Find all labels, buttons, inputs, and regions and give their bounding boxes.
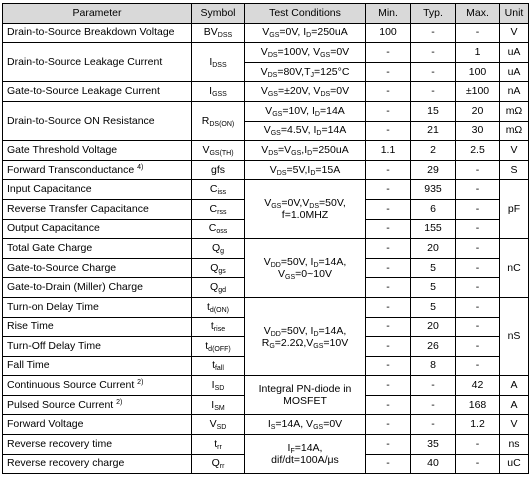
unit-cell: mΩ [500, 121, 529, 141]
param-label: Fall Time [7, 359, 50, 372]
unit-cell: V [500, 415, 529, 435]
symbol-cell [192, 180, 245, 200]
condition-line: f=1.0MHZ [281, 209, 329, 222]
typ-cell: 20 [411, 239, 456, 259]
max-cell: - [456, 454, 500, 474]
max-cell: - [456, 356, 500, 376]
symbol-sub: oss [216, 228, 228, 236]
symbol-main: I [211, 379, 215, 392]
symbol-cell [192, 239, 245, 259]
symbol-main: C [209, 202, 218, 215]
min-cell: - [366, 101, 411, 121]
unit-cell: mΩ [500, 101, 529, 121]
max-cell: - [456, 219, 500, 239]
table-row [3, 180, 529, 200]
max-cell: 2.5 [456, 141, 500, 161]
typ-cell: - [411, 82, 456, 102]
symbol-sub: DS(ON) [209, 120, 235, 128]
symbol-cell [192, 395, 245, 415]
unit-cell: nS [500, 297, 529, 375]
unit-cell: V [500, 23, 529, 43]
param-label: Output Capacitance [7, 222, 100, 235]
min-cell: - [366, 239, 411, 259]
param-label: Turn-Off Delay Time [7, 339, 101, 352]
condition-cell: $V_{DS}=100V$, $V_{GS}=0V$ [245, 43, 366, 63]
symbol-sub: rr [217, 443, 222, 451]
condition-line: $I_F=14A$, [287, 442, 323, 456]
symbol-cell [192, 415, 245, 435]
param-cell [3, 278, 192, 298]
symbol-sub: iss [217, 189, 227, 197]
typ-cell: - [411, 376, 456, 396]
symbol-cell [192, 101, 245, 140]
unit-cell: uC [500, 454, 529, 474]
param-cell [3, 317, 192, 337]
symbol-main: Q [211, 457, 220, 470]
symbol-cell [192, 317, 245, 337]
typ-cell: - [411, 415, 456, 435]
param-cell [3, 395, 192, 415]
typ-cell: 2 [411, 141, 456, 161]
unit-cell: uA [500, 43, 529, 63]
max-cell: 42 [456, 376, 500, 396]
param-cell [3, 356, 192, 376]
symbol-main: I [209, 55, 213, 68]
param-cell [3, 454, 192, 474]
typ-cell: 20 [411, 317, 456, 337]
header-max: Max. [456, 4, 500, 24]
symbol-cell [192, 141, 245, 161]
min-cell: - [366, 62, 411, 82]
param-label: Forward Transconductance [7, 163, 135, 176]
param-label: Reverse recovery charge [7, 457, 125, 470]
typ-cell: 5 [411, 278, 456, 298]
condition-cell: $V_{DS}=5V,I_D=15A$ [245, 160, 366, 180]
min-cell: - [366, 337, 411, 357]
max-cell: - [456, 317, 500, 337]
symbol-main: t [205, 339, 209, 352]
typ-cell: 26 [411, 337, 456, 357]
typ-cell: - [411, 395, 456, 415]
max-cell: - [456, 297, 500, 317]
symbol-cell [192, 258, 245, 278]
symbol-sub: rise [213, 326, 226, 334]
symbol-main: C [208, 222, 217, 235]
max-cell: 20 [456, 101, 500, 121]
footnote-marker: 4) [137, 163, 144, 171]
param-label: Reverse Transfer Capacitance [7, 202, 149, 215]
symbol-cell [192, 23, 245, 43]
unit-cell: S [500, 160, 529, 180]
unit-cell: V [500, 141, 529, 161]
datasheet-table-wrapper [2, 3, 529, 474]
min-cell: - [366, 199, 411, 219]
table-row [3, 435, 529, 455]
param-label: Reverse recovery time [7, 437, 113, 450]
typ-cell: 5 [411, 258, 456, 278]
symbol-sub: SM [214, 404, 225, 412]
symbol-main: t [207, 300, 210, 313]
param-cell [3, 180, 192, 200]
unit-cell: A [500, 395, 529, 415]
max-cell: - [456, 435, 500, 455]
param-cell [3, 43, 192, 82]
table-row [3, 239, 529, 259]
symbol-sub: fall [214, 365, 224, 373]
param-cell [3, 82, 192, 102]
symbol-sub: SD [214, 385, 225, 393]
table-row [3, 376, 529, 396]
table-header-row [3, 4, 529, 24]
footnote-marker: 2) [137, 379, 144, 387]
param-cell [3, 23, 192, 43]
gate-charge-conditions [245, 239, 366, 298]
max-cell: - [456, 239, 500, 259]
typ-cell: 40 [411, 454, 456, 474]
param-cell [3, 239, 192, 259]
symbol-main: BV [203, 26, 218, 39]
header-unit: Unit [500, 4, 529, 24]
header-parameter: Parameter [3, 4, 192, 24]
table-row [3, 101, 529, 121]
min-cell: - [366, 395, 411, 415]
symbol-cell [192, 356, 245, 376]
symbol-cell [192, 454, 245, 474]
symbol-cell [192, 82, 245, 102]
symbol-main: t [214, 437, 218, 450]
footnote-marker: 2) [116, 398, 123, 406]
symbol-cell [192, 297, 245, 317]
param-label: Rise Time [7, 320, 54, 333]
max-cell: - [456, 199, 500, 219]
param-label: Input Capacitance [7, 183, 92, 196]
header-min: Min. [366, 4, 411, 24]
symbol-sub: DSS [217, 32, 233, 40]
param-cell [3, 337, 192, 357]
param-label: Pulsed Source Current [7, 398, 114, 411]
symbol-sub: gs [218, 267, 226, 275]
max-cell: 1 [456, 43, 500, 63]
symbol-main: Q [211, 241, 221, 254]
symbol-main: Q [210, 261, 219, 274]
max-cell: - [456, 258, 500, 278]
switching-conditions [245, 297, 366, 375]
condition-cell: $V_{GS}=4.5V$, $I_D=14A$ [245, 121, 366, 141]
param-label: Forward Voltage [7, 418, 84, 431]
symbol-cell [192, 43, 245, 82]
symbol-cell [192, 337, 245, 357]
symbol-sub: d(OFF) [208, 345, 231, 353]
symbol-main: C [209, 183, 218, 196]
diode-conditions [245, 376, 366, 415]
symbol-main: I [211, 398, 215, 411]
symbol-sub: GSS [212, 91, 227, 99]
min-cell: - [366, 121, 411, 141]
typ-cell: - [411, 23, 456, 43]
typ-cell: 6 [411, 199, 456, 219]
condition-cell: $V_{GS}=10V$, $I_D=14A$ [245, 101, 366, 121]
param-cell [3, 297, 192, 317]
param-cell [3, 219, 192, 239]
param-cell [3, 160, 192, 180]
typ-cell: 155 [411, 219, 456, 239]
param-label: Gate Threshold Voltage [7, 143, 118, 156]
param-label: Gate-to-Source Leakage Current [7, 85, 160, 98]
symbol-main: t [210, 320, 214, 333]
symbol-sub: gd [218, 287, 226, 295]
max-cell: ±100 [456, 82, 500, 102]
min-cell: - [366, 82, 411, 102]
min-cell: - [366, 278, 411, 298]
condition-line: $V_{DD}=50V$, $I_D=14A$, [263, 256, 347, 270]
symbol-main: gfs [210, 163, 225, 176]
param-cell [3, 101, 192, 140]
symbol-sub: DSS [212, 61, 227, 69]
symbol-sub: rr [219, 463, 225, 471]
reverse-recovery-conditions [245, 435, 366, 474]
typ-cell: 5 [411, 297, 456, 317]
typ-cell: 15 [411, 101, 456, 121]
symbol-cell [192, 376, 245, 396]
min-cell: - [366, 160, 411, 180]
max-cell: 1.2 [456, 415, 500, 435]
symbol-main: t [212, 359, 215, 372]
condition-line: $V_{GS}=0V,V_{DS}=50V$, [264, 197, 346, 211]
symbol-sub: GS(TH) [209, 149, 234, 157]
param-label: Gate-to-Source Charge [7, 261, 117, 274]
param-cell [3, 435, 192, 455]
header-test-conditions: Test Conditions [245, 4, 366, 24]
table-row [3, 82, 529, 102]
condition-line: dif/dt=100A/μs [271, 454, 339, 467]
min-cell: - [366, 376, 411, 396]
unit-cell: nA [500, 82, 529, 102]
unit-cell: pF [500, 180, 529, 239]
param-label: Continuous Source Current [7, 379, 135, 392]
unit-cell: uA [500, 62, 529, 82]
min-cell: - [366, 43, 411, 63]
max-cell: - [456, 337, 500, 357]
unit-cell: A [500, 376, 529, 396]
symbol-cell [192, 160, 245, 180]
header-typ: Typ. [411, 4, 456, 24]
param-cell [3, 199, 192, 219]
symbol-main: V [209, 418, 217, 431]
symbol-cell [192, 219, 245, 239]
condition-cell: $V_{GS}=\pm 20V$, $V_{DS}=0V$ [245, 82, 366, 102]
condition-cell: $I_S=14A$, $V_{GS}=0V$ [245, 415, 366, 435]
symbol-cell [192, 199, 245, 219]
typ-cell: 21 [411, 121, 456, 141]
min-cell: - [366, 258, 411, 278]
min-cell: - [366, 219, 411, 239]
min-cell: - [366, 297, 411, 317]
min-cell: - [366, 356, 411, 376]
header-symbol: Symbol [192, 4, 245, 24]
symbol-cell [192, 435, 245, 455]
max-cell: 30 [456, 121, 500, 141]
symbol-main: V [202, 143, 210, 156]
unit-cell: ns [500, 435, 529, 455]
param-label: Turn-on Delay Time [7, 300, 99, 313]
condition-line: MOSFET [283, 395, 327, 408]
condition-line: Integral PN-diode in [258, 383, 352, 396]
max-cell: - [456, 278, 500, 298]
param-cell [3, 415, 192, 435]
max-cell: - [456, 23, 500, 43]
capacitance-conditions [245, 180, 366, 239]
min-cell: - [366, 180, 411, 200]
table-row [3, 43, 529, 63]
typ-cell: 35 [411, 435, 456, 455]
electrical-characteristics-table [2, 3, 529, 474]
condition-cell: $V_{GS}=0V$, $I_D=250uA$ [245, 23, 366, 43]
param-label: Drain-to-Source Breakdown Voltage [7, 26, 175, 39]
param-cell [3, 376, 192, 396]
condition-line: $V_{DD}=50V$, $I_D=14A$, [263, 324, 347, 338]
param-label: Total Gate Charge [7, 241, 93, 254]
condition-line: $V_{GS}=0\sim 10V$ [278, 268, 332, 282]
min-cell: - [366, 317, 411, 337]
typ-cell: 29 [411, 160, 456, 180]
max-cell: - [456, 180, 500, 200]
symbol-sub: rss [217, 208, 227, 216]
param-cell [3, 141, 192, 161]
min-cell: 1.1 [366, 141, 411, 161]
table-row [3, 160, 529, 180]
symbol-main: R [201, 114, 210, 127]
symbol-sub: g [220, 247, 225, 255]
typ-cell: 8 [411, 356, 456, 376]
condition-cell: $V_{DS}=V_{GS},I_D=250uA$ [245, 141, 366, 161]
typ-cell: 935 [411, 180, 456, 200]
param-label: Drain-to-Source Leakage Current [7, 55, 163, 68]
unit-cell: nC [500, 239, 529, 298]
max-cell: - [456, 160, 500, 180]
table-row [3, 23, 529, 43]
table-row [3, 297, 529, 317]
table-row [3, 141, 529, 161]
typ-cell: - [411, 43, 456, 63]
param-cell [3, 258, 192, 278]
symbol-main: I [209, 85, 213, 98]
min-cell: - [366, 454, 411, 474]
max-cell: 100 [456, 62, 500, 82]
min-cell: - [366, 435, 411, 455]
condition-cell: $V_{DS}=80V,T_J=125^\circ C$ [245, 62, 366, 82]
symbol-sub: SD [216, 424, 227, 432]
symbol-sub: d(ON) [209, 306, 229, 314]
typ-cell: - [411, 62, 456, 82]
min-cell: 100 [366, 23, 411, 43]
condition-line: $R_G=2.2\Omega,V_{GS}=10V$ [261, 336, 349, 350]
min-cell: - [366, 415, 411, 435]
max-cell: 168 [456, 395, 500, 415]
param-label: Drain-to-Source ON Resistance [7, 114, 155, 127]
param-label: Gate-to-Drain (Miller) Charge [7, 281, 143, 294]
table-row [3, 415, 529, 435]
symbol-main: Q [210, 281, 219, 294]
symbol-cell [192, 278, 245, 298]
